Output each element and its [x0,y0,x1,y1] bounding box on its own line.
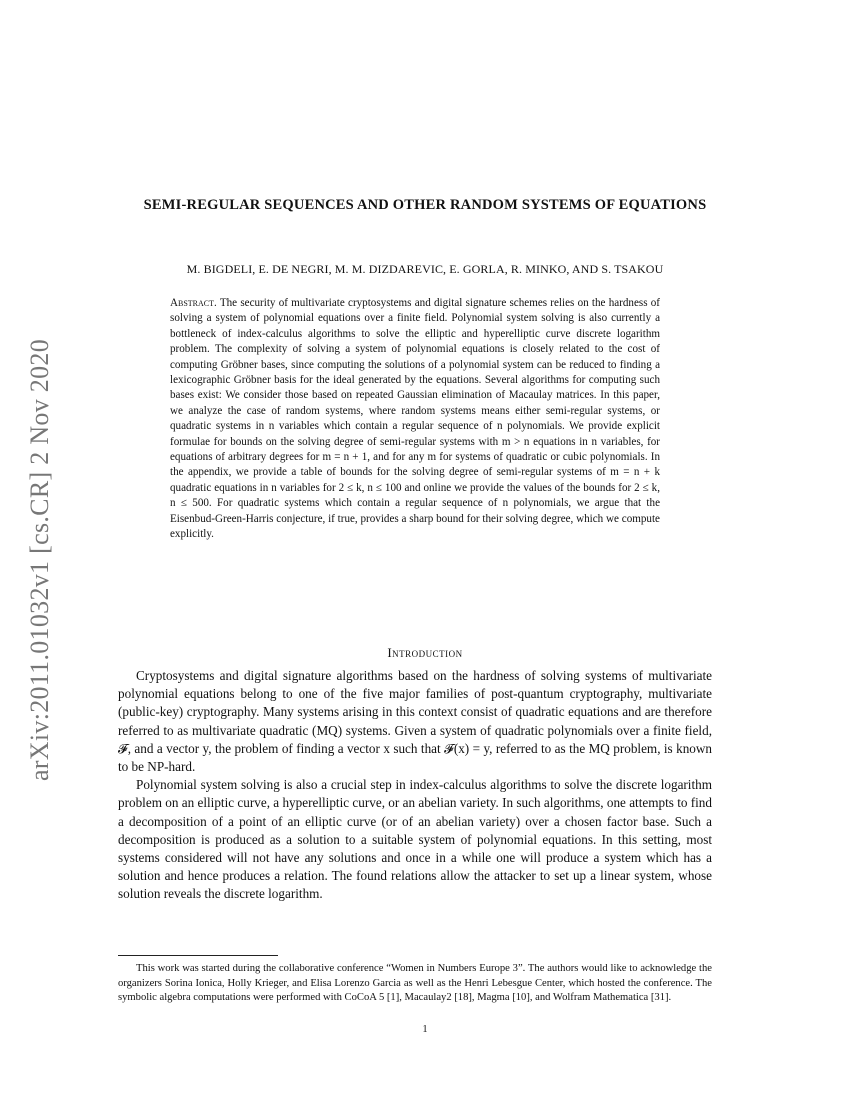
page-number: 1 [422,1024,428,1035]
footnote-text: This work was started during the collaborative conference “Women in Numbers Europe 3”. The authors would like to acknowledge the organizers Sorina Ionica, Holly Krieger, and Elisa Lorenzo Garcia as well as the Henri Lebesgue Center, which hosted the conference. The symbolic algebra computations were performed with CoCoA 5 [1], Macaulay2 [18], Magma [10], and Wolfram Mathematica [31]. [118,963,712,1004]
introduction-body [118,667,712,904]
footnote-divider [118,955,278,956]
arxiv-identifier-stamp: arXiv:2011.01032v1 [cs.CR] 2 Nov 2020 [25,339,54,781]
paragraph: Polynomial system solving is also a crucial step in index-calculus algorithms to solve the discrete logarithm problem on an elliptic curve, a hyperelliptic curve, or an abelian variety. In such algorithms, one attempts to find a decomposition of a point of an elliptic curve (or of an abelian variety) over a chosen factor base. Such a decomposition is produced as a solution to a suitable system of polynomial equations. In this setting, most systems considered will not have any solutions and once in a while one will produce a system which has a solution and hence produces a relation. The found relations allow the attacker to set up a linear system, whose solution reveals the discrete logarithm. [118,777,712,902]
paragraph: Cryptosystems and digital signature algorithms based on the hardness of solving systems of multivariate polynomial equations belong to one of the five major families of post-quantum cryptography, multivariate (public-key) cryptography. Many systems arising in this context consist of quadratic equations and are therefore referred to as multivariate quadratic (MQ) systems. Given a system of quadratic polynomials over a finite field, 𝓕, and a vector y, the problem of finding a vector x such that 𝓕(x) = y, referred to as the MQ problem, is known to be NP-hard. [118,668,712,775]
author-list: M. BIGDELI, E. DE NEGRI, M. M. DIZDAREVIC, E. GORLA, R. MINKO, AND S. TSAKOU [186,262,664,276]
section-heading-introduction: Introduction [387,645,463,660]
abstract-label: Abstract. [170,297,217,309]
paper-title: SEMI-REGULAR SEQUENCES AND OTHER RANDOM SYSTEMS OF EQUATIONS [143,197,707,213]
abstract [170,296,660,543]
abstract-text: The security of multivariate cryptosystems and digital signature schemes relies on the hardness of solving a system of polynomial equations over a finite field. Polynomial system solving is also currently a bottleneck of index-calculus algorithms to solve the elliptic and hyperelliptic curve discrete logarithm problem. The complexity of solving a system of polynomial equations is closely related to the cost of computing Gröbner bases, since computing the solutions of a polynomial system can be reduced to finding a lexicographic Gröbner basis for the ideal generated by the equations. Several algorithms for computing such bases exist: We consider those based on repeated Gaussian elimination of Macaulay matrices. In this paper, we analyze the case of random systems, where random systems means either semi-regular systems, or quadratic systems in n variables which contain a regular sequence of n polynomials. We provide explicit formulae for bounds on the solving degree of semi-regular systems with m > n equations in n variables, for equations of arbitrary degrees for m = n + 1, and for any m for systems of quadratic or cubic polynomials. In the appendix, we provide a table of bounds for the solving degree of semi-regular systems of m = n + k quadratic equations in n variables for 2 ≤ k, n ≤ 100 and online we provide the values of the bounds for 2 ≤ k, n ≤ 500. For quadratic systems which contain a regular sequence of n polynomials, we argue that the Eisenbud-Green-Harris conjecture, if true, provides a sharp bound for their solving degree, which we compute explicitly. [170,297,660,541]
footnote [118,962,712,1006]
